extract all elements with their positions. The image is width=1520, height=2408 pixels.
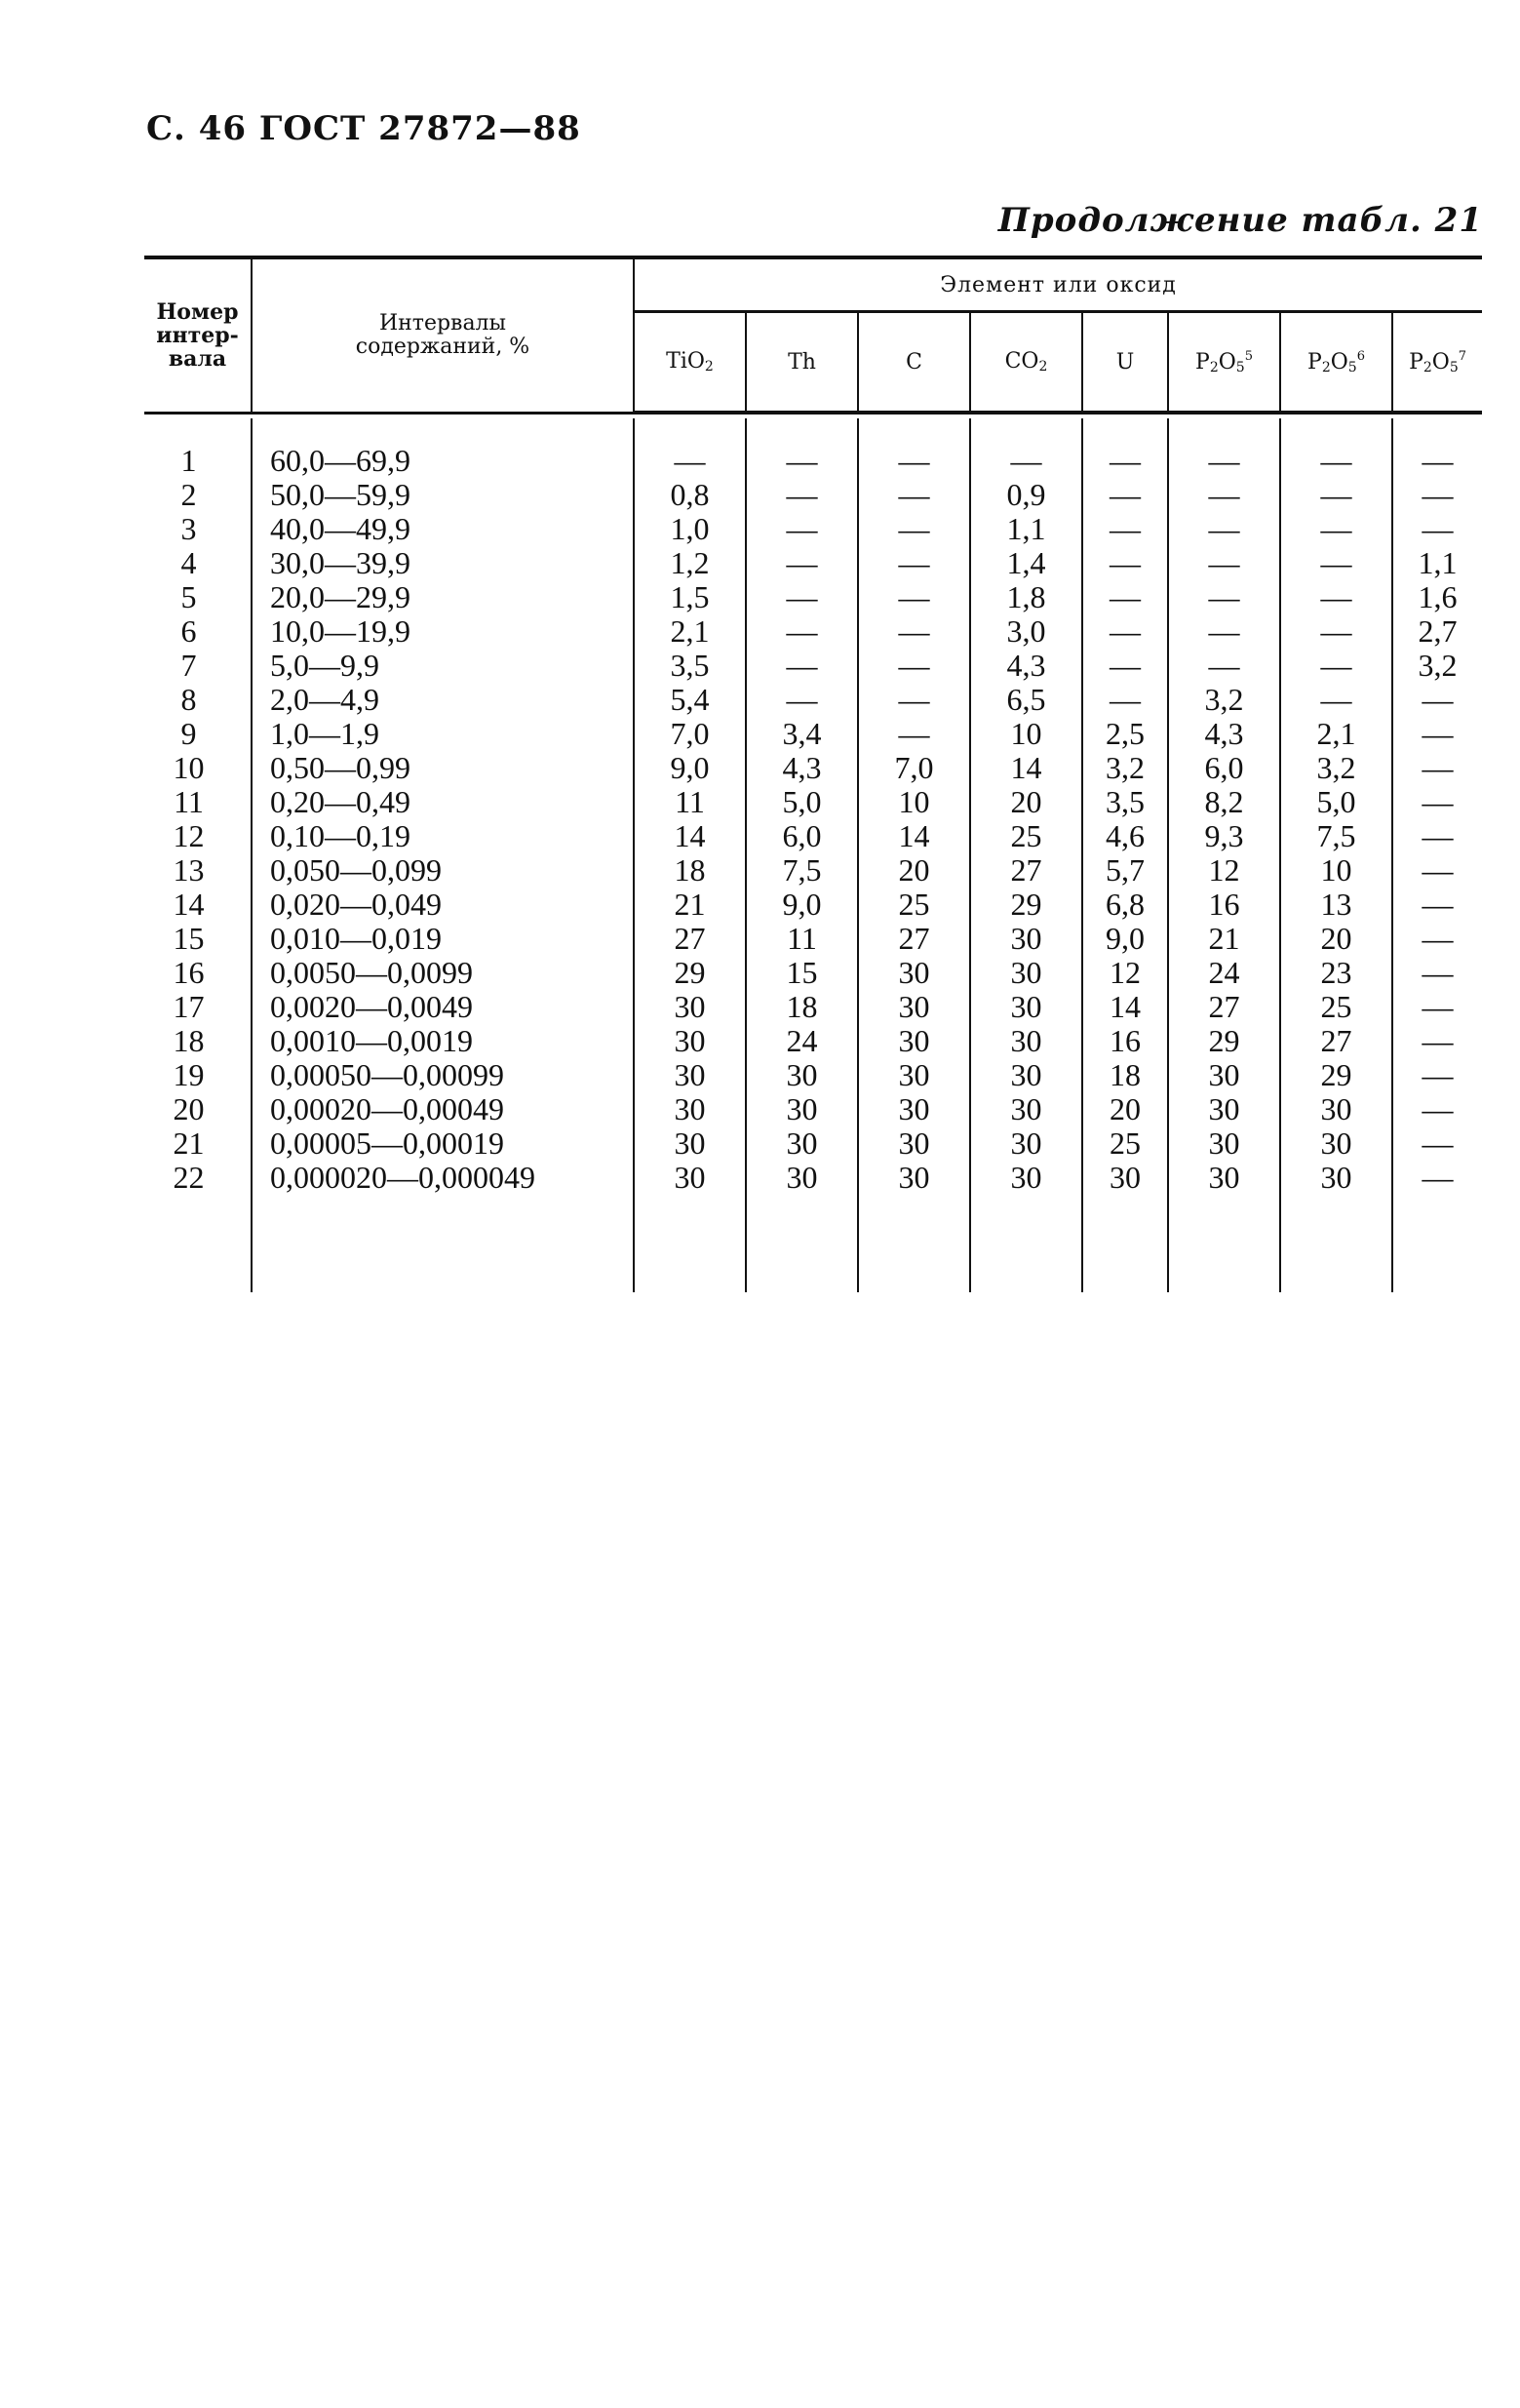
value-cell: —: [1422, 784, 1454, 819]
value-cell: 30: [970, 1161, 1082, 1195]
table-row: [144, 888, 1482, 922]
value-cell: 3,4: [746, 717, 858, 751]
value-cell: 30: [746, 1058, 858, 1092]
interval-range: 0,00005—0,00019: [252, 1126, 634, 1161]
interval-range: 40,0—49,9: [252, 512, 634, 546]
interval-number: 12: [144, 819, 252, 853]
interval-range: 0,0020—0,0049: [252, 990, 634, 1024]
data-table: [144, 256, 1482, 1292]
formula-part: Th: [788, 349, 816, 375]
value-cell: 20: [1280, 922, 1392, 956]
value-cell: —: [970, 444, 1082, 478]
interval-number: 3: [144, 512, 252, 546]
value-cell: —: [746, 683, 858, 717]
value-cell: 20: [1082, 1092, 1168, 1126]
formula-part: 2: [704, 359, 714, 375]
value-cell: 30: [634, 1126, 746, 1161]
value-cell: —: [858, 512, 970, 546]
value-cell: —: [1422, 1125, 1454, 1161]
value-cell: —: [746, 512, 858, 546]
value-cell: —: [1422, 1023, 1454, 1058]
formula-part: 6: [1356, 348, 1365, 364]
value-cell: 9,0: [634, 751, 746, 785]
value-cell: —: [1422, 750, 1454, 785]
value-cell: —: [746, 546, 858, 580]
value-cell: 1,5: [634, 580, 746, 614]
value-cell: 2,1: [1280, 717, 1392, 751]
interval-number: 2: [144, 478, 252, 512]
formula-part: 2: [1038, 359, 1048, 375]
value-cell: 7,0: [634, 717, 746, 751]
table-row: [144, 512, 1482, 546]
value-cell: 30: [858, 956, 970, 990]
column-header-4: [970, 312, 1082, 414]
value-cell: 12: [1082, 956, 1168, 990]
value-cell: 3,2: [1280, 751, 1392, 785]
formula-part: P: [1307, 349, 1322, 375]
value-cell: —: [1280, 580, 1392, 614]
interval-range: 50,0—59,9: [252, 478, 634, 512]
value-cell: —: [1082, 580, 1168, 614]
value-cell: 5,7: [1082, 853, 1168, 888]
value-cell: 27: [1168, 990, 1280, 1024]
value-cell: 30: [1168, 1092, 1280, 1126]
value-cell: 30: [858, 1092, 970, 1126]
value-cell: —: [746, 444, 858, 478]
value-cell: 16: [1168, 888, 1280, 922]
interval-range: 2,0—4,9: [252, 683, 634, 717]
value-cell: 20: [970, 785, 1082, 819]
interval-range: 0,10—0,19: [252, 819, 634, 853]
value-cell: —: [858, 580, 970, 614]
value-cell: 6,8: [1082, 888, 1168, 922]
interval-range: 0,00020—0,00049: [252, 1092, 634, 1126]
value-cell: 30: [746, 1161, 858, 1195]
interval-number: 6: [144, 614, 252, 649]
table-row: [144, 751, 1482, 785]
value-cell: 23: [1280, 956, 1392, 990]
interval-number: 4: [144, 546, 252, 580]
formula-part: 5: [1235, 359, 1245, 375]
value-cell: 11: [746, 922, 858, 956]
column-header-number: [144, 257, 252, 413]
value-cell: 30: [1168, 1058, 1280, 1092]
interval-range: 0,0050—0,0099: [252, 956, 634, 990]
table-row: [144, 1092, 1482, 1126]
value-cell: 3,5: [1082, 785, 1168, 819]
value-cell: 30: [970, 1024, 1082, 1058]
value-cell: 14: [970, 751, 1082, 785]
formula-part: U: [1115, 349, 1135, 375]
value-cell: 7,5: [746, 853, 858, 888]
value-cell: —: [1082, 444, 1168, 478]
interval-number: 10: [144, 751, 252, 785]
table-row: [144, 1126, 1482, 1161]
interval-range: 10,0—19,9: [252, 614, 634, 649]
formula-part: 5: [1449, 359, 1459, 375]
interval-range: 20,0—29,9: [252, 580, 634, 614]
column-header-7: [1280, 312, 1392, 414]
value-cell: 29: [1168, 1024, 1280, 1058]
value-cell: —: [1422, 443, 1454, 478]
table-row: [144, 683, 1482, 717]
interval-range: 60,0—69,9: [252, 444, 634, 478]
value-cell: 5,0: [746, 785, 858, 819]
value-cell: 4,3: [970, 649, 1082, 683]
formula-part: O: [1431, 349, 1450, 375]
value-cell: 1,0: [634, 512, 746, 546]
value-cell: 30: [634, 1058, 746, 1092]
value-cell: 27: [858, 922, 970, 956]
value-cell: 10: [858, 785, 970, 819]
value-cell: —: [858, 478, 970, 512]
table-row: [144, 614, 1482, 649]
value-cell: 25: [970, 819, 1082, 853]
interval-number: 18: [144, 1024, 252, 1058]
value-cell: 24: [746, 1024, 858, 1058]
value-cell: 10: [1280, 853, 1392, 888]
header-line: интер-: [156, 322, 239, 348]
interval-number: 7: [144, 649, 252, 683]
interval-range: 0,20—0,49: [252, 785, 634, 819]
value-cell: 29: [634, 956, 746, 990]
value-cell: 1,8: [970, 580, 1082, 614]
interval-number: 17: [144, 990, 252, 1024]
value-cell: —: [1168, 546, 1280, 580]
column-header-interval: [252, 257, 634, 413]
column-header-5: [1082, 312, 1168, 414]
table-row: [144, 717, 1482, 751]
value-cell: 9,0: [1082, 922, 1168, 956]
value-cell: —: [1422, 921, 1454, 956]
value-cell: 27: [970, 853, 1082, 888]
value-cell: 30: [970, 922, 1082, 956]
value-cell: 21: [634, 888, 746, 922]
formula-part: C: [906, 349, 922, 375]
value-cell: 14: [634, 819, 746, 853]
data-table-container: [144, 256, 1482, 1292]
table-row: [144, 580, 1482, 614]
value-cell: —: [1422, 887, 1454, 922]
value-cell: 27: [634, 922, 746, 956]
formula-part: CO: [1004, 349, 1039, 374]
header-line: Номер: [156, 298, 239, 325]
value-cell: 11: [634, 785, 746, 819]
value-cell: —: [746, 580, 858, 614]
value-cell: —: [858, 649, 970, 683]
table-row: [144, 819, 1482, 853]
value-cell: —: [1280, 478, 1392, 512]
value-cell: —: [1280, 546, 1392, 580]
interval-number: 21: [144, 1126, 252, 1161]
column-header-3: [858, 312, 970, 414]
value-cell: 30: [858, 1024, 970, 1058]
value-cell: 25: [858, 888, 970, 922]
value-cell: 1,1: [970, 512, 1082, 546]
interval-number: 19: [144, 1058, 252, 1092]
value-cell: 30: [1082, 1161, 1168, 1195]
header-line: Интервалы: [378, 310, 507, 336]
interval-range: 0,000020—0,000049: [252, 1161, 634, 1195]
value-cell: —: [1280, 649, 1392, 683]
value-cell: 18: [1082, 1058, 1168, 1092]
value-cell: 1,2: [634, 546, 746, 580]
value-cell: 5,0: [1280, 785, 1392, 819]
interval-number: 5: [144, 580, 252, 614]
value-cell: —: [1082, 512, 1168, 546]
value-cell: 29: [970, 888, 1082, 922]
value-cell: 3,2: [1168, 683, 1280, 717]
formula-part: O: [1330, 349, 1348, 375]
value-cell: 27: [1280, 1024, 1392, 1058]
interval-number: 11: [144, 785, 252, 819]
value-cell: 2,1: [634, 614, 746, 649]
value-cell: —: [746, 649, 858, 683]
interval-number: 16: [144, 956, 252, 990]
table-row: [144, 1024, 1482, 1058]
value-cell: 24: [1168, 956, 1280, 990]
value-cell: —: [1422, 682, 1454, 717]
interval-range: 0,010—0,019: [252, 922, 634, 956]
value-cell: 25: [1280, 990, 1392, 1024]
value-cell: —: [1082, 683, 1168, 717]
value-cell: —: [1422, 955, 1454, 990]
table-row: [144, 922, 1482, 956]
formula-part: TiO: [666, 349, 705, 374]
interval-number: 14: [144, 888, 252, 922]
interval-range: 5,0—9,9: [252, 649, 634, 683]
value-cell: 30: [858, 1126, 970, 1161]
formula-part: 7: [1458, 348, 1467, 364]
table-continuation-label: Продолжение табл. 21: [997, 201, 1483, 240]
value-cell: —: [1280, 444, 1392, 478]
value-cell: 0,9: [970, 478, 1082, 512]
value-cell: 30: [858, 1161, 970, 1195]
value-cell: 21: [1168, 922, 1280, 956]
value-cell: 30: [970, 956, 1082, 990]
value-cell: —: [1422, 852, 1454, 888]
value-cell: 30: [1280, 1092, 1392, 1126]
value-cell: 14: [1082, 990, 1168, 1024]
interval-number: 15: [144, 922, 252, 956]
value-cell: 9,3: [1168, 819, 1280, 853]
interval-number: 8: [144, 683, 252, 717]
formula-part: 2: [1423, 359, 1432, 375]
value-cell: 10: [970, 717, 1082, 751]
table-row: [144, 649, 1482, 683]
header-line: содержаний, %: [355, 334, 530, 359]
value-cell: 9,0: [746, 888, 858, 922]
value-cell: —: [858, 546, 970, 580]
value-cell: 8,2: [1168, 785, 1280, 819]
interval-number: 20: [144, 1092, 252, 1126]
value-cell: 30: [858, 1058, 970, 1092]
formula-part: P: [1195, 349, 1210, 375]
value-cell: 6,0: [1168, 751, 1280, 785]
column-header-2: [746, 312, 858, 414]
value-cell: —: [1168, 444, 1280, 478]
value-cell: 15: [746, 956, 858, 990]
value-cell: —: [746, 614, 858, 649]
value-cell: —: [1422, 989, 1454, 1024]
table-row: [144, 956, 1482, 990]
value-cell: 25: [1082, 1126, 1168, 1161]
value-cell: 7,0: [858, 751, 970, 785]
table-row: [144, 444, 1482, 478]
table-row: [144, 1161, 1482, 1195]
column-group-header: Элемент или оксид: [634, 257, 1482, 312]
value-cell: 3,5: [634, 649, 746, 683]
interval-number: 1: [144, 444, 252, 478]
value-cell: 5,4: [634, 683, 746, 717]
interval-number: 13: [144, 853, 252, 888]
header-line: вала: [168, 345, 227, 372]
table-row: [144, 990, 1482, 1024]
value-cell: —: [1422, 1057, 1454, 1092]
formula-part: 5: [1244, 348, 1253, 364]
value-cell: 3,0: [970, 614, 1082, 649]
value-cell: —: [1280, 614, 1392, 649]
interval-range: 0,50—0,99: [252, 751, 634, 785]
value-cell: —: [1422, 1160, 1454, 1195]
value-cell: 20: [858, 853, 970, 888]
value-cell: —: [858, 717, 970, 751]
interval-number: 9: [144, 717, 252, 751]
table-row: [144, 546, 1482, 580]
value-cell: 4,3: [1168, 717, 1280, 751]
value-cell: 18: [634, 853, 746, 888]
value-cell: —: [1082, 614, 1168, 649]
value-cell: 30: [1168, 1161, 1280, 1195]
value-cell: —: [746, 478, 858, 512]
value-cell: 30: [970, 990, 1082, 1024]
value-cell: 30: [970, 1092, 1082, 1126]
value-cell: 2,7: [1418, 613, 1458, 649]
value-cell: 1,4: [970, 546, 1082, 580]
value-cell: 0,8: [634, 478, 746, 512]
value-cell: —: [858, 683, 970, 717]
column-header-8: [1392, 312, 1482, 414]
value-cell: —: [1168, 649, 1280, 683]
value-cell: 30: [634, 1161, 746, 1195]
formula-part: 5: [1347, 359, 1357, 375]
interval-range: 0,020—0,049: [252, 888, 634, 922]
formula-part: 2: [1321, 359, 1331, 375]
interval-range: 1,0—1,9: [252, 717, 634, 751]
value-cell: —: [858, 444, 970, 478]
value-cell: —: [1422, 511, 1454, 546]
value-cell: —: [858, 614, 970, 649]
value-cell: 1,1: [1418, 545, 1458, 580]
value-cell: 30: [746, 1126, 858, 1161]
value-cell: 30: [634, 1024, 746, 1058]
value-cell: 1,6: [1418, 579, 1458, 614]
value-cell: —: [1422, 818, 1454, 853]
value-cell: —: [1422, 1091, 1454, 1126]
formula-part: P: [1409, 349, 1423, 375]
value-cell: —: [1168, 512, 1280, 546]
value-cell: —: [1168, 478, 1280, 512]
value-cell: 30: [970, 1126, 1082, 1161]
interval-number: 22: [144, 1161, 252, 1195]
value-cell: 14: [858, 819, 970, 853]
value-cell: —: [1280, 512, 1392, 546]
value-cell: —: [634, 444, 746, 478]
value-cell: —: [1082, 649, 1168, 683]
value-cell: 3,2: [1082, 751, 1168, 785]
column-header-1: [634, 312, 746, 414]
value-cell: —: [1422, 477, 1454, 512]
column-header-6: [1168, 312, 1280, 414]
value-cell: 30: [746, 1092, 858, 1126]
value-cell: 3,2: [1418, 648, 1458, 683]
value-cell: 18: [746, 990, 858, 1024]
value-cell: 30: [1280, 1161, 1392, 1195]
value-cell: 12: [1168, 853, 1280, 888]
value-cell: 6,5: [970, 683, 1082, 717]
value-cell: 30: [1168, 1126, 1280, 1161]
formula-part: O: [1218, 349, 1236, 375]
value-cell: 30: [858, 990, 970, 1024]
value-cell: 30: [634, 1092, 746, 1126]
value-cell: —: [1082, 546, 1168, 580]
value-cell: 4,3: [746, 751, 858, 785]
interval-range: 0,00050—0,00099: [252, 1058, 634, 1092]
value-cell: 7,5: [1280, 819, 1392, 853]
value-cell: —: [1168, 580, 1280, 614]
value-cell: 16: [1082, 1024, 1168, 1058]
value-cell: —: [1168, 614, 1280, 649]
interval-range: 0,0010—0,0019: [252, 1024, 634, 1058]
interval-range: 0,050—0,099: [252, 853, 634, 888]
value-cell: 30: [970, 1058, 1082, 1092]
table-row: [144, 1058, 1482, 1092]
value-cell: —: [1082, 478, 1168, 512]
interval-range: 30,0—39,9: [252, 546, 634, 580]
value-cell: 4,6: [1082, 819, 1168, 853]
page-header: С. 46 ГОСТ 27872—88: [146, 109, 581, 148]
value-cell: 30: [634, 990, 746, 1024]
value-cell: 2,5: [1082, 717, 1168, 751]
value-cell: —: [1280, 683, 1392, 717]
table-row: [144, 785, 1482, 819]
table-row: [144, 478, 1482, 512]
value-cell: 6,0: [746, 819, 858, 853]
value-cell: —: [1422, 716, 1454, 751]
value-cell: 30: [1280, 1126, 1392, 1161]
formula-part: 2: [1209, 359, 1219, 375]
value-cell: 29: [1280, 1058, 1392, 1092]
value-cell: 13: [1280, 888, 1392, 922]
table-row: [144, 853, 1482, 888]
